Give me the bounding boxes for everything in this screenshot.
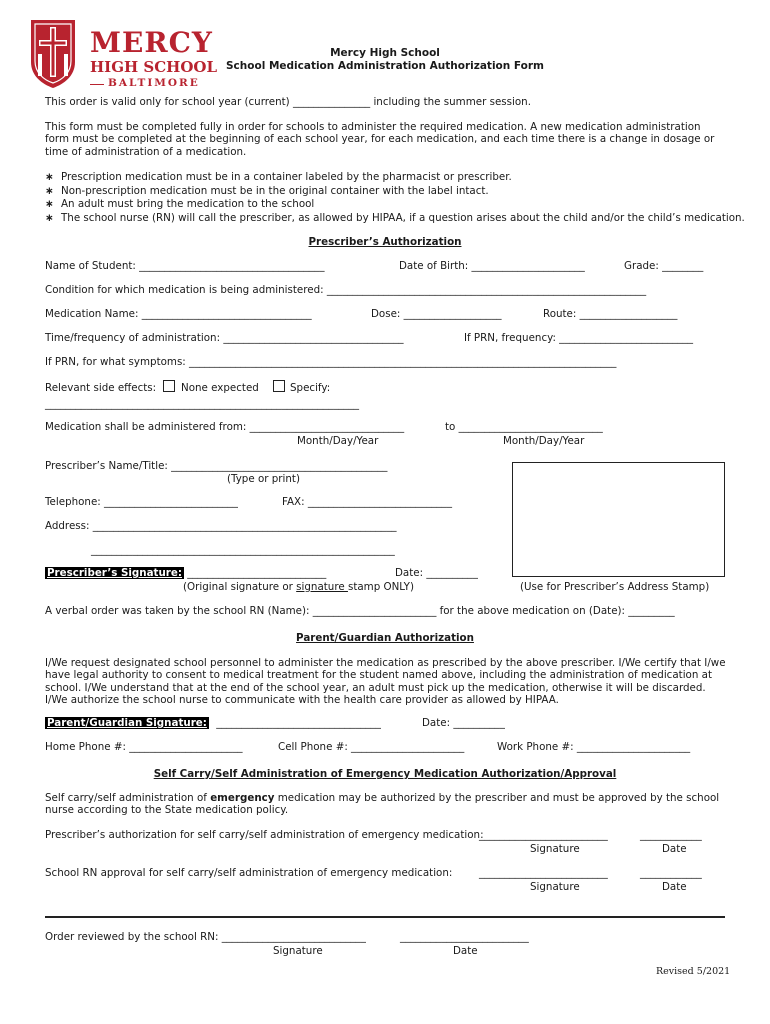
administered-to-field[interactable]: to ____________________________ <box>445 421 603 433</box>
list-item: ∗ Prescription medication must be in a container labeled by the pharmacist or prescriber. <box>45 171 512 183</box>
rn-signature-caption: Signature <box>530 881 580 893</box>
side-effects-label: Relevant side effects: <box>45 382 157 394</box>
self-carry-paragraph: Self carry/self administration of emergency medication may be authorized by the prescriber and must be approved by the school nurse according to the State medication policy. <box>45 792 720 817</box>
work-phone-field[interactable]: Work Phone #: ______________________ <box>497 741 691 753</box>
parent-signature-date[interactable]: Date: __________ <box>422 717 505 729</box>
prescriber-self-carry-date[interactable]: ____________ <box>640 829 702 841</box>
prescriber-self-carry-signature[interactable]: _________________________ <box>479 829 608 841</box>
parent-heading: Parent/Guardian Authorization <box>296 632 474 644</box>
cell-phone-field[interactable]: Cell Phone #: ______________________ <box>278 741 465 753</box>
self-carry-heading: Self Carry/Self Administration of Emergency Medication Authorization/Approval <box>153 768 617 780</box>
asterisk-icon: ∗ <box>45 171 54 183</box>
form-title: School Medication Administration Authorization Form <box>226 60 544 72</box>
revision-date: Revised 5/2021 <box>656 966 731 977</box>
prescriber-signature-caption: Signature <box>530 843 580 855</box>
student-name-field[interactable]: Name of Student: ____________________________________ <box>45 260 325 272</box>
list-item: ∗ Non-prescription medication must be in the original container with the label intact. <box>45 184 489 197</box>
dose-field[interactable]: Dose: ___________________ <box>371 308 502 320</box>
prescriber-signature-row <box>45 567 326 579</box>
school-name: Mercy High School <box>330 47 440 59</box>
fax-field[interactable]: FAX: ____________________________ <box>282 496 452 508</box>
home-phone-field[interactable]: Home Phone #: ______________________ <box>45 741 243 753</box>
rn-date-caption: Date <box>662 881 687 893</box>
side-effects-line[interactable]: _____________________________________________________________ <box>45 398 360 410</box>
type-print-caption: (Type or print) <box>227 473 300 485</box>
verbal-order-field[interactable]: A verbal order was taken by the school RN (Name): ________________________ for the above medication on (Date): _________ <box>45 605 675 617</box>
rn-approval-label: School RN approval for self carry/self administration of emergency medication: <box>45 867 453 879</box>
parent-signature-label: Parent/Guardian Signature: <box>47 717 207 729</box>
telephone-field[interactable]: Telephone: __________________________ <box>45 496 238 508</box>
prescriber-self-carry-label: Prescriber’s authorization for self carry/self administration of emergency medication: <box>45 829 484 841</box>
time-frequency-field[interactable]: Time/frequency of administration: ___________________________________ <box>45 332 404 344</box>
logo-high-school: HIGH SCHOOL <box>90 58 218 76</box>
original-signature-caption: (Original signature or signature stamp ONLY) <box>183 581 414 593</box>
rn-approval-date[interactable]: ____________ <box>640 867 702 879</box>
asterisk-icon: ∗ <box>45 198 54 210</box>
order-reviewed-date-caption: Date <box>453 945 478 957</box>
prescriber-date-caption: Date <box>662 843 687 855</box>
none-expected-label: None expected <box>181 382 259 394</box>
rn-approval-signature[interactable]: _________________________ <box>479 867 608 879</box>
condition-field[interactable]: Condition for which medication is being administered: ______________________________________________________________ <box>45 284 647 296</box>
parent-paragraph: I/We request designated school personnel to administer the medication as prescribed by the above prescriber. I/We certify that I/we have legal authority to consent to medical treatment for the student named above, including the administration of medication at school. I/We understand that at the end of the school year, an adult must pick up the medication, otherwise it will be discarded. I/We authorize the school nurse to communicate with the health care provider as allowed by HIPAA. <box>45 657 726 707</box>
order-reviewed-signature-caption: Signature <box>273 945 323 957</box>
medication-name-field[interactable]: Medication Name: _________________________________ <box>45 308 312 320</box>
prescriber-name-field[interactable]: Prescriber’s Name/Title: __________________________________________ <box>45 460 388 472</box>
order-reviewed-date[interactable]: _________________________ <box>400 931 529 943</box>
list-item: ∗ The school nurse (RN) will call the prescriber, as allowed by HIPAA, if a question arises about the child and/or the child’s medication. <box>45 211 745 224</box>
bullet-list <box>45 171 745 225</box>
prescriber-signature-date[interactable]: Date: __________ <box>395 567 478 579</box>
to-date-caption: Month/Day/Year <box>503 435 585 447</box>
list-item: ∗ An adult must bring the medication to the school <box>45 198 315 210</box>
grade-field[interactable]: Grade: ________ <box>624 260 704 272</box>
shield-cross-icon <box>28 18 78 90</box>
none-expected-checkbox[interactable] <box>163 380 175 392</box>
prn-frequency-field[interactable]: If PRN, frequency: __________________________ <box>464 332 694 344</box>
address-field[interactable]: Address: ___________________________________________________________ <box>45 520 397 532</box>
dob-field[interactable]: Date of Birth: ______________________ <box>399 260 585 272</box>
prn-symptoms-field[interactable]: If PRN, for what symptoms: ___________________________________________________________________________________ <box>45 356 617 368</box>
asterisk-icon: ∗ <box>45 211 54 224</box>
parent-signature-row <box>45 717 381 729</box>
prescriber-signature-label: Prescriber’s Signature: <box>47 567 182 579</box>
address-line-2[interactable]: ___________________________________________________________ <box>91 544 395 556</box>
specify-checkbox[interactable] <box>273 380 285 392</box>
order-reviewed-field[interactable]: Order reviewed by the school RN: ____________________________ <box>45 931 366 943</box>
logo-baltimore: BALTIMORE <box>108 77 200 89</box>
asterisk-icon: ∗ <box>45 184 54 197</box>
logo-divider-left <box>90 84 104 85</box>
prescriber-signature-line[interactable]: ___________________________ <box>187 567 327 579</box>
administered-from-field[interactable]: Medication shall be administered from: ______________________________ <box>45 421 405 433</box>
route-field[interactable]: Route: ___________________ <box>543 308 678 320</box>
specify-label: Specify: <box>290 382 331 394</box>
logo-mercy: MERCY <box>90 26 213 59</box>
validity-statement: This order is valid only for school year (current) _______________ including the summer session. <box>45 96 531 108</box>
prescriber-heading: Prescriber’s Authorization <box>308 236 462 248</box>
address-stamp-box[interactable] <box>512 462 725 577</box>
parent-signature-line[interactable]: ________________________________ <box>216 717 381 729</box>
intro-paragraph: This form must be completed fully in order for schools to administer the required medication. A new medication administration form must be completed at the beginning of each school year, for each medication, and each time there is a change in dosage or time of administration of a medication. <box>45 121 715 158</box>
stamp-caption: (Use for Prescriber’s Address Stamp) <box>520 581 710 593</box>
from-date-caption: Month/Day/Year <box>297 435 379 447</box>
section-divider <box>45 916 725 918</box>
